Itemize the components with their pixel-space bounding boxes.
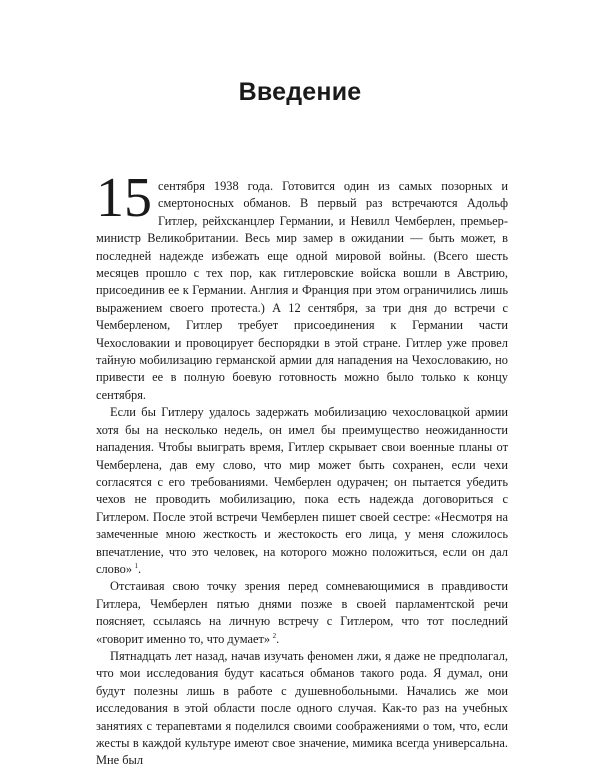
paragraph-3: [96, 578, 508, 648]
chapter-title: Введение: [238, 78, 362, 106]
paragraph-1: [96, 167, 508, 404]
paragraph-4-text: Пятнадцать лет назад, начав изучать феномен лжи, я даже не предполагал, что мои исследования будут касаться обманов такого рода. Я думал, они будут полезны лишь в работе с душевнобольными. Начались же мои исследования в этой области после одного случая. Как-то раз на учебных занятиях с терапевтами я поделился своими соображениями о том, что, если жесты в каждой культуре имеют свое значение, мимика всегда универсальна. Мне был: [96, 648, 508, 768]
paragraph-3-text: Отстаивая свою точку зрения перед сомневающимися в правдивости Гитлера, Чемберлен пятью днями позже в своей парламентской речи поясняет, ссылаясь на личную встречу с Гитлером, что тот последний «говорит именно то, что думает»: [96, 579, 508, 646]
paragraph-3-end: .: [276, 631, 280, 646]
paragraph-2: Если бы Гитлеру удалось задержать мобилизацию чехословацкой армии хотя бы на несколько недель, он имел бы преимущество неожиданности нападения. Чтобы выиграть время, Гитлер скрывает свои военные планы от Чемберлена, дав ему слово, что мир может быть сохранен, если чехи согласятся с его требованиями. Чемберлен одурачен; он пытается убедить чехов не проводить мобилизацию, пока есть надежда договориться с Гитлером. После этой встречи Чемберлен пишет своей сестре: «Несмотря на замеченные мною жесткость и жестокость его лица, у меня сложилось впечатление, что это человек, на которого можно положиться, если он дал слово» $^1$.: [96, 405, 508, 576]
body-text: [96, 167, 508, 770]
paragraph-1-text: сентября 1938 года. Готовится один из самых позорных и смертоносных обманов. В первый раз встречаются Адольф Гитлер, рейхсканцлер Германии, и Невилл Чемберлен, премьер-министр Великобритании. Весь мир замер в ожидании — быть может, в последней надежде избежать еще одной мировой войны. (Всего шесть месяцев прошло с тех пор, как гитлеровские войска вошли в Австрию, присоединив ее к Германии. Англия и Франция при этом ограничились лишь выражением своего протеста.) А 12 сентября, за три дня до встречи с Чемберленом, Гитлер требует присоединения к Германии части Чехословакии и провоцирует беспорядки в этой стране. Гитлер уже провел тайную мобилизацию германской армии для нападения на Чехословакию, но привести ее в полную боевую готовность можно было только к концу сентября.: [96, 179, 508, 402]
paragraph-2-text: Если бы Гитлеру удалось задержать мобилизацию чехословацкой армии хотя бы на несколько недель, он имел бы преимущество неожиданности нападения. Чтобы выиграть время, Гитлер скрывает свои военные планы от Чемберлена, дав ему слово, что мир может быть сохранен, если чехи согласятся с его требованиями. Чемберлен одурачен; он пытается убедить чехов не проводить мобилизацию, пока есть надежда договориться с Гитлером. После этой встречи Чемберлен пишет своей сестре: «Несмотря на замеченные мною жесткость и жестокость его лица, у меня сложилось впечатление, что это человек, на которого можно положиться, если он дал слово»: [96, 405, 508, 576]
footnote-ref-1[interactable]: 1: [134, 561, 139, 570]
drop-cap-number: 15: [96, 167, 152, 229]
paragraph-4: [96, 648, 508, 770]
footnote-ref-2[interactable]: 2: [272, 631, 277, 640]
